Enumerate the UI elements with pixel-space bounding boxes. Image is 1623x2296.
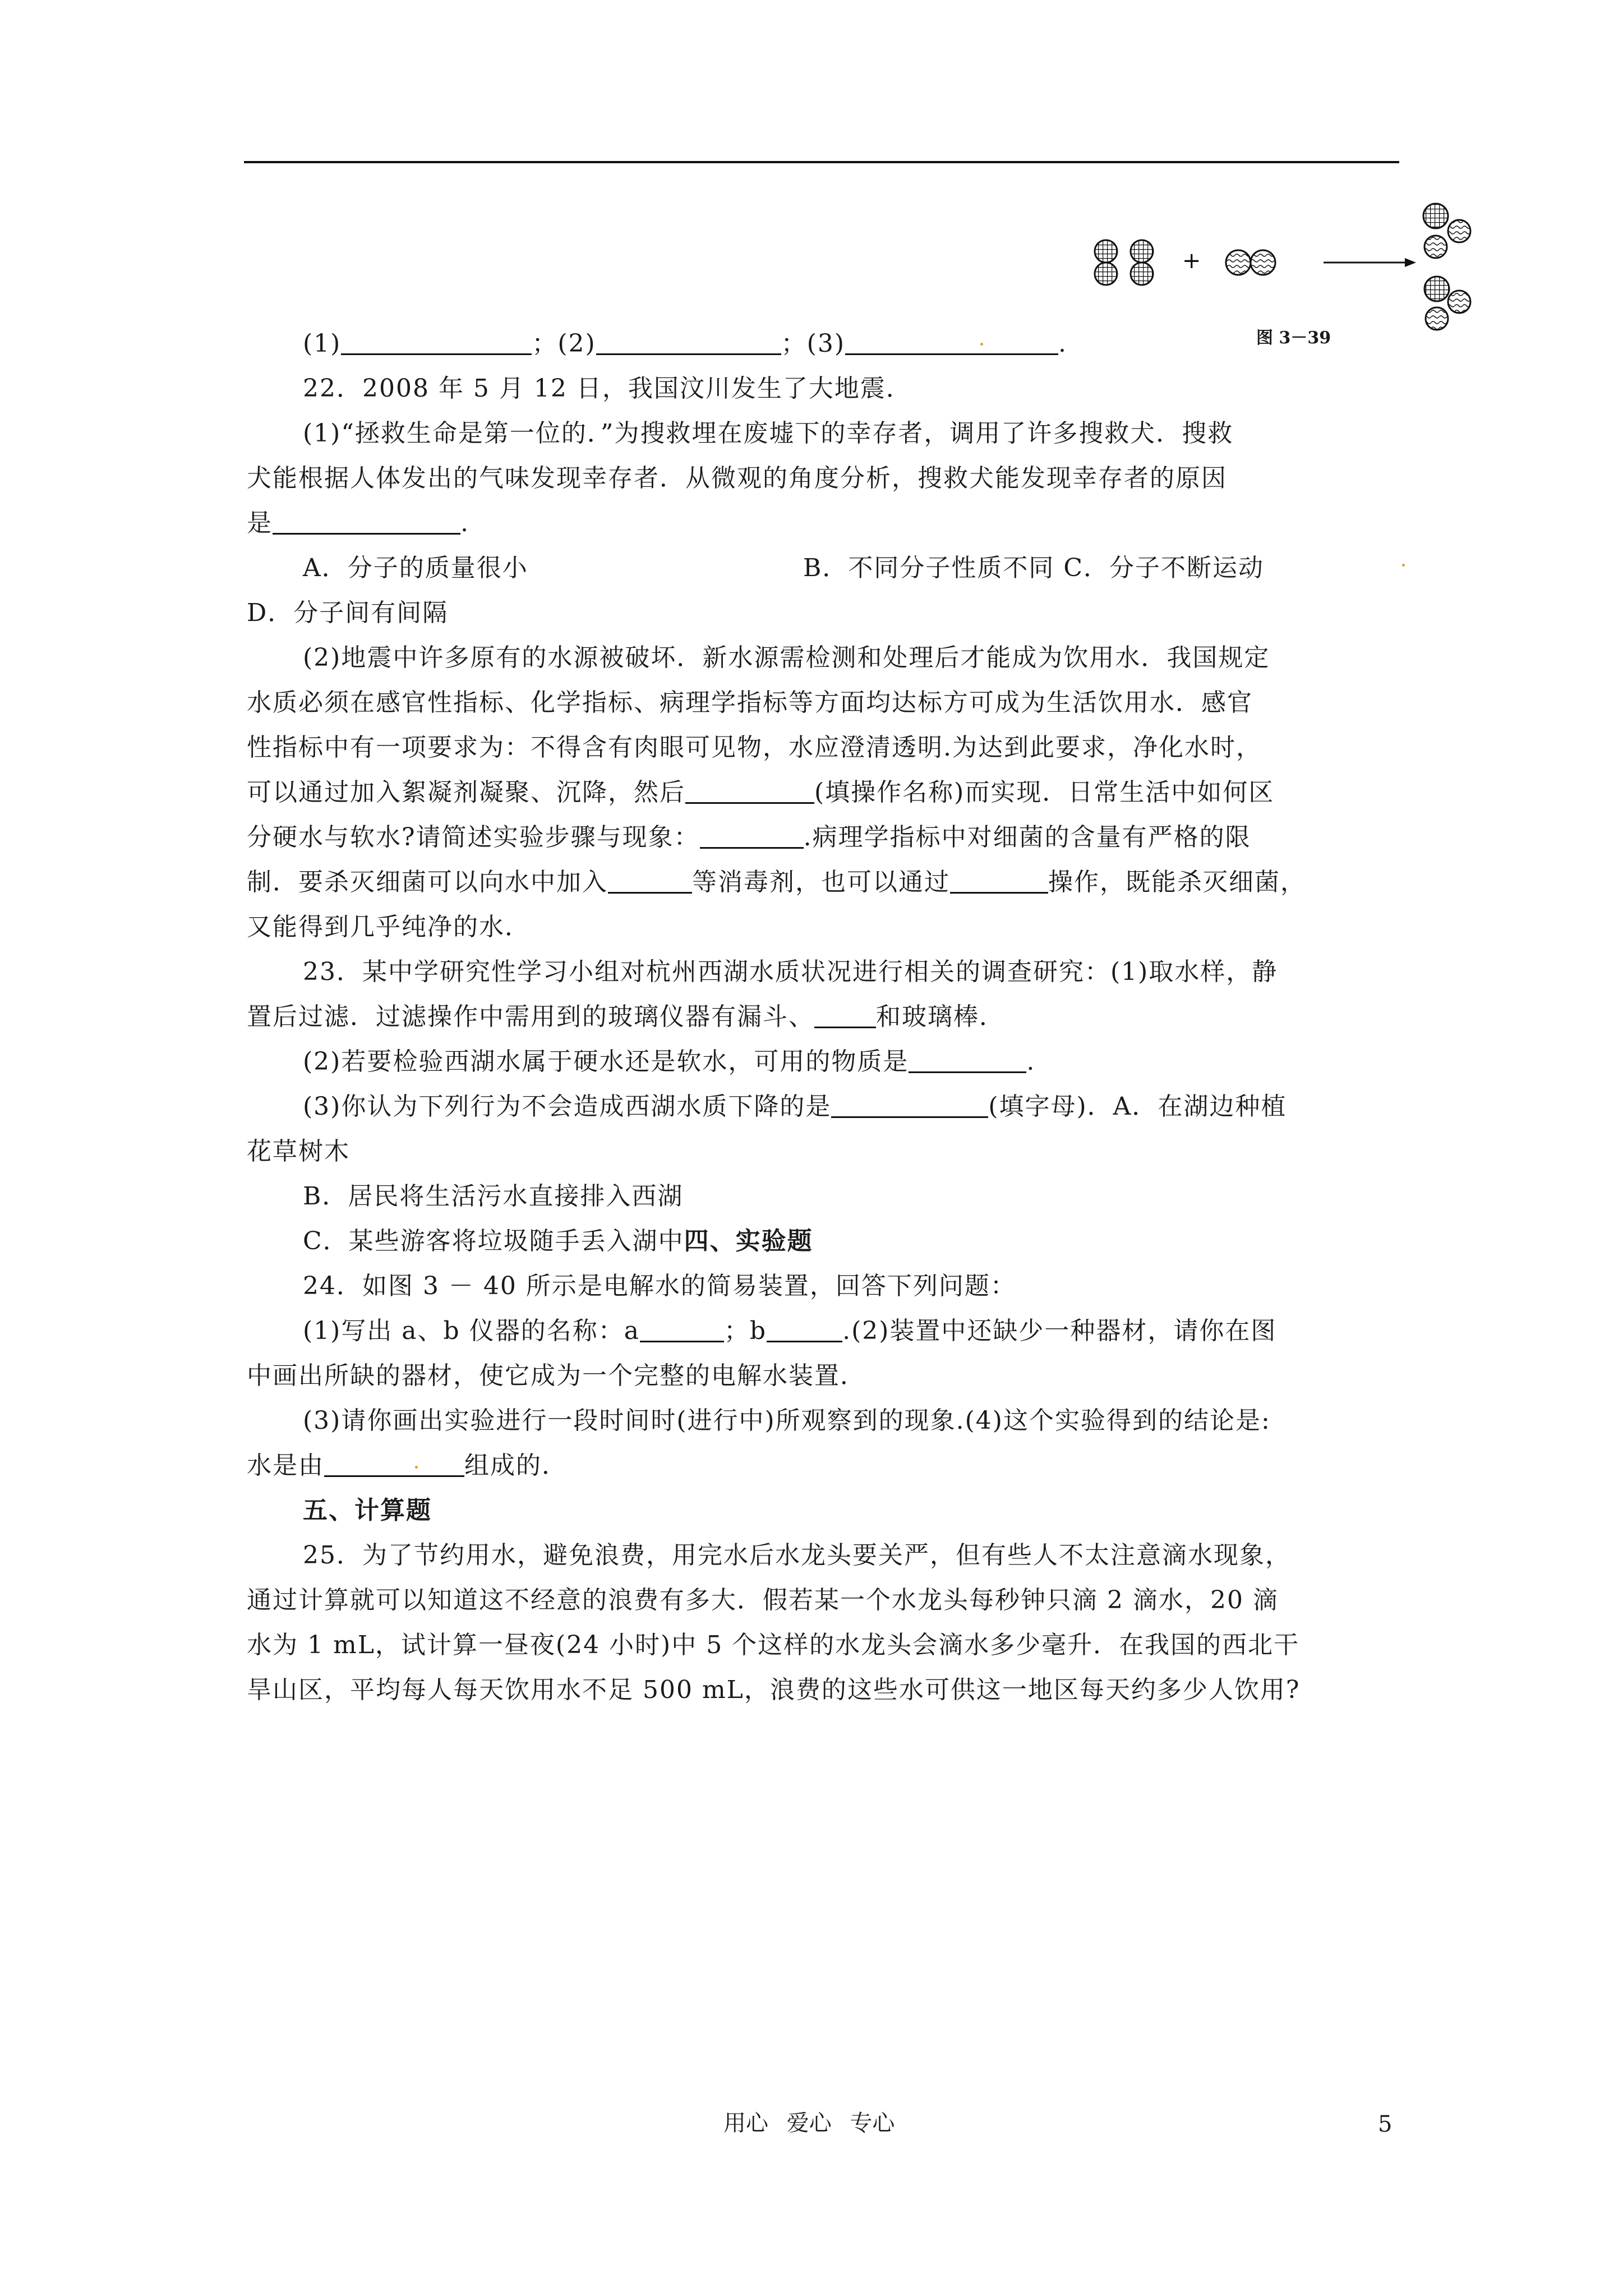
stray-mark (1402, 564, 1405, 567)
section-4-title: 四、实验题 (684, 1227, 813, 1255)
product-molecule-1 (1423, 204, 1470, 258)
blank-steps[interactable] (700, 822, 804, 849)
q23-2-line: (2)若要检验西湖水属于硬水还是软水，可用的物质是 . (303, 1047, 1036, 1076)
blank-disinfectant[interactable] (608, 867, 692, 894)
stray-mark (415, 1466, 418, 1469)
option-d: D．分子间有间隔 (247, 599, 449, 627)
reactant-molecule-1 (1095, 240, 1117, 285)
blank-letter[interactable] (831, 1092, 988, 1118)
q22-2-line-g: 又能得到几乎纯净的水． (247, 913, 531, 941)
q22-1-line-a: (1)“拯救生命是第一位的．”为搜救埋在废墟下的幸存者，调用了许多搜救犬．搜救 (303, 419, 1234, 448)
product-molecule-2 (1424, 277, 1470, 330)
q25-line-d: 旱山区，平均每人每天饮用水不足 500 mL，浪费的这些水可供这一地区每天约多少人饮用? (247, 1676, 1301, 1704)
q22-1-line-b: 犬能根据人体发出的气味发现幸存者．从微观的角度分析，搜救犬能发现幸存者的原因 (247, 464, 1227, 493)
blank-3[interactable] (845, 329, 1058, 355)
q23-line-a: 23．某中学研究性学习小组对杭州西湖水质状况进行相关的调查研究：(1)取水样，静 (303, 958, 1278, 986)
q24-3-line: (3)请你画出实验进行一段时间时(进行中)所观察到的现象.(4)这个实验得到的结论是: (303, 1406, 1271, 1435)
blank-substance[interactable] (909, 1047, 1026, 1073)
header-rule (244, 161, 1399, 163)
q25-line-b: 通过计算就可以知道这不经意的浪费有多大．假若某一个水龙头每秒钟只滴 2 滴水，20 滴 (247, 1586, 1279, 1614)
q25-line-a: 25．为了节约用水，避免浪费，用完水后水龙头要关严，但有些人不太注意滴水现象， (303, 1541, 1291, 1570)
q22-2-line-f: 制．要杀灭细菌可以向水中加入 等消毒剂，也可以通过 操作，既能杀灭细菌， (247, 868, 1306, 896)
q22-2-line-a: (2)地震中许多原有的水源被破坏．新水源需检测和处理后才能成为饮用水．我国规定 (303, 643, 1270, 672)
q22-2-line-d: 可以通过加入絮凝剂凝聚、沉降，然后 (填操作名称)而实现．日常生活中如何区 (247, 778, 1275, 807)
section-5-title: 五、计算题 (303, 1496, 432, 1525)
q23-option-c: C．某些游客将垃圾随手丢入湖中四、实验题 (303, 1227, 813, 1255)
figure-caption: 图 3－39 (1256, 328, 1331, 348)
reactant-molecule-2 (1131, 240, 1153, 285)
blank-1[interactable] (341, 329, 532, 355)
blank-instrument-b[interactable] (767, 1316, 842, 1342)
q24-title: 24．如图 3 － 40 所示是电解水的简易装置，回答下列问题： (303, 1272, 1016, 1300)
plus-sign: + (1182, 248, 1201, 274)
q23-3-line: (3)你认为下列行为不会造成西湖水质下降的是 (填字母)．A．在湖边种植 (303, 1092, 1287, 1121)
q23-3-line-c: 花草树木 (247, 1137, 350, 1166)
q24-1-line-d: 中画出所缺的器材，使它成为一个完整的电解水装置． (247, 1361, 866, 1390)
q24-4-line: 水是由 组成的． (247, 1451, 568, 1480)
page-number: 5 (1378, 2111, 1393, 2137)
q22-title: 22．2008 年 5 月 12 日，我国汶川发生了大地震． (303, 374, 912, 403)
q23-option-b: B．居民将生活污水直接排入西湖 (303, 1182, 684, 1211)
blank-composition[interactable] (324, 1451, 464, 1477)
q22-2-line-b: 水质必须在感官性指标、化学指标、病理学指标等方面均达标方可成为生活饮用水．感官 (247, 688, 1253, 717)
blank-q22-1[interactable] (273, 508, 460, 535)
q23-line-b: 置后过滤．过滤操作中需用到的玻璃仪器有漏斗、 和玻璃棒． (247, 1002, 1005, 1031)
q24-1-line: (1)写出 a、b 仪器的名称：a ；b .(2)装置中还缺少一种器材，请你在图 (303, 1317, 1277, 1345)
answer-line-1: (1) ；(2) ；(3) . (303, 329, 1067, 358)
q22-2-line-c: 性指标中有一项要求为：不得含有肉眼可见物，水应澄清透明.为达到此要求，净化水时， (247, 733, 1262, 762)
reaction-arrow (1324, 258, 1416, 267)
blank-operation[interactable] (950, 867, 1048, 894)
q22-2-line-e: 分硬水与软水?请简述实验步骤与现象： .病理学指标中对细菌的含量有严格的限 (247, 823, 1251, 852)
blank-operation-name[interactable] (685, 777, 814, 804)
blank-2[interactable] (596, 329, 781, 355)
option-a: A．分子的质量很小 (303, 554, 528, 582)
reactant-molecule-3 (1226, 250, 1275, 275)
q25-line-c: 水为 1 mL，试计算一昼夜(24 小时)中 5 个这样的水龙头会滴水多少毫升．在我国的西北干 (247, 1631, 1300, 1659)
q22-1-line-c: 是 . (247, 509, 469, 537)
blank-instrument-a[interactable] (640, 1316, 724, 1342)
option-b-c: B．不同分子性质不同 C．分子不断运动 (803, 554, 1264, 582)
stray-mark (980, 343, 983, 346)
blank-glassware[interactable] (814, 1002, 876, 1028)
page-footer: 用心 爱心 专心 (723, 2110, 895, 2136)
